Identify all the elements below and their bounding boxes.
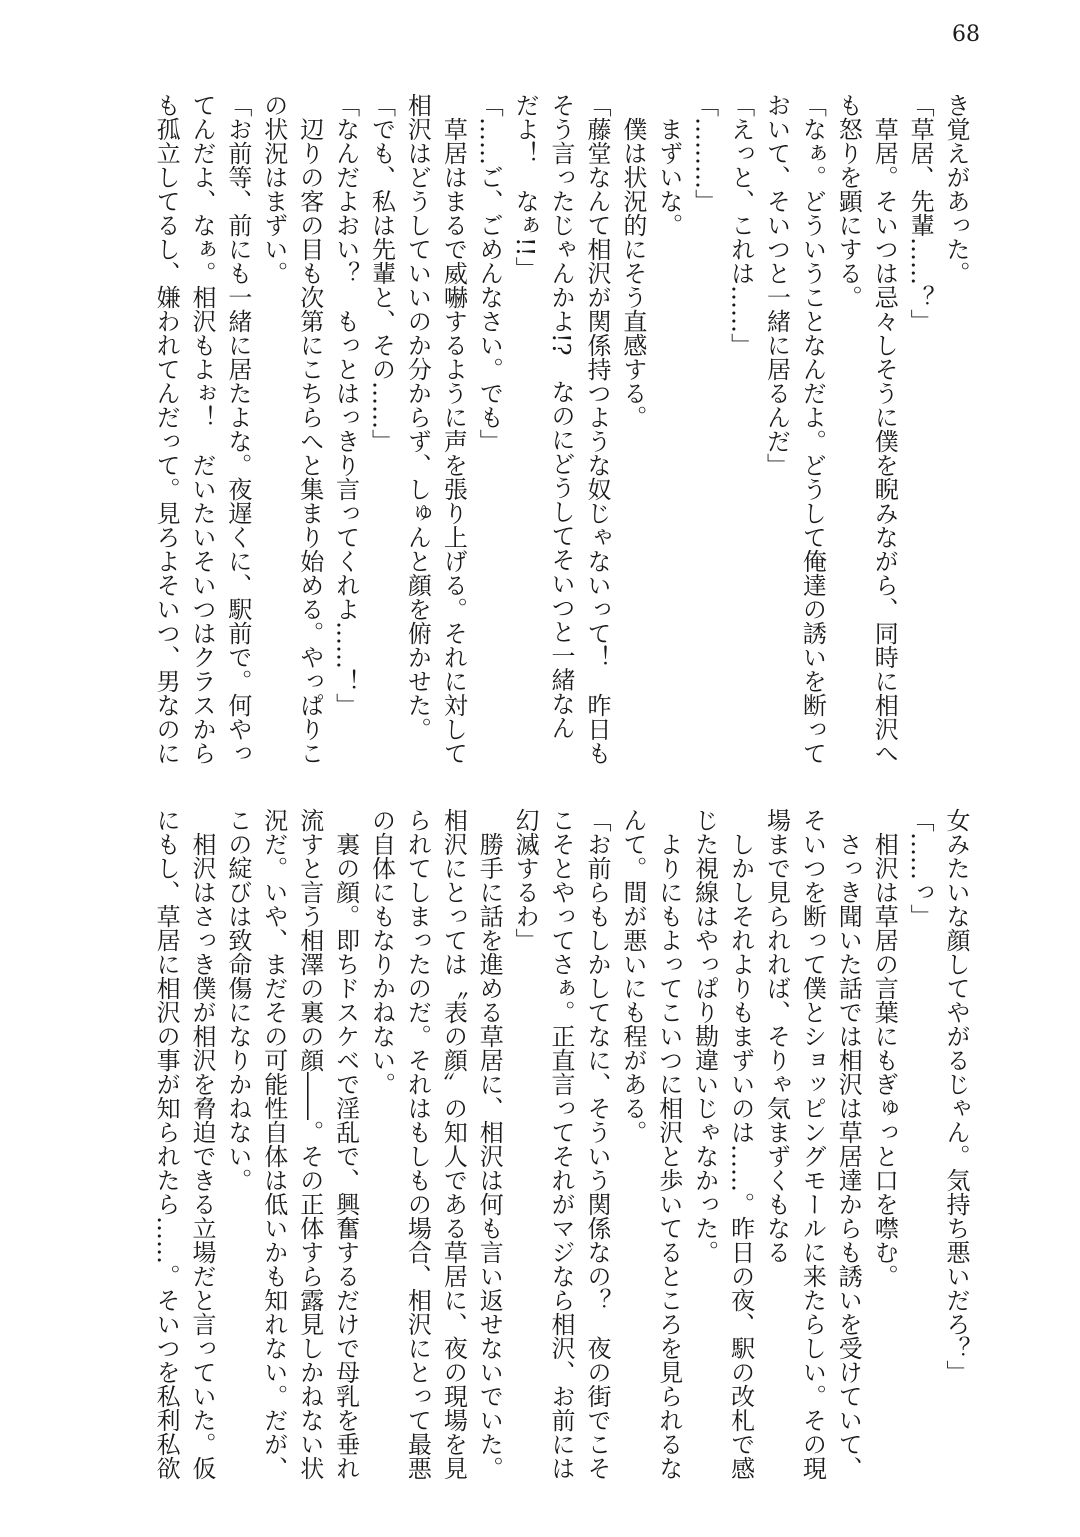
- text-line: そいつを断って僕とショッピングモールに来たらしい。その現: [798, 808, 827, 1480]
- text-line: さっき聞いた話では相沢は草居達からも誘いを受けていて、: [834, 808, 863, 1480]
- page-number: 68: [952, 22, 980, 47]
- text-line: 草居はまるで威嚇するように声を張り上げる。それに対して: [439, 93, 468, 765]
- text-line: 女みたいな顔してやがるじゃん。気持ち悪いだろ？」: [942, 808, 970, 1384]
- text-line: き覚えがあった。: [942, 93, 970, 285]
- text-line: 「……っ」: [906, 808, 935, 928]
- text-line: 草居。そいつは忌々しそうに僕を睨みながら、同時に相沢へ: [870, 93, 899, 765]
- text-line: 「藤堂なんて相沢が関係持つような奴じゃないって！ 昨日も: [582, 93, 611, 765]
- text-line: 「……ご、ごめんなさい。でも」: [475, 93, 504, 453]
- text-line: 辺りの客の目も次第にこちらへと集まり始める。やっぱりこ: [295, 93, 324, 765]
- text-line: 流すと言う相澤の裏の顔――。その正体すら露見しかねない状: [295, 808, 324, 1480]
- text-line: そう言ったじゃんかよ!? なのにどうしてそいつと一緒なん: [547, 93, 576, 740]
- text-line: てんだよ、なぁ。相沢もよぉ！ だいたいそいつはクラスから: [187, 93, 216, 765]
- text-line: まずいな。: [654, 93, 683, 237]
- text-line: 「なぁ。どういうことなんだよ。どうして俺達の誘いを断って: [798, 93, 827, 765]
- text-line: こそとやってさぁ。正直言ってそれがマジなら相沢、お前には: [547, 808, 576, 1480]
- text-line: 「お前等、前にも一緒に居たよな。夜遅くに、駅前で。何やっ: [223, 93, 252, 765]
- text-line: 「でも、私は先輩と、その……」: [367, 93, 396, 453]
- text-line: にもし、草居に相沢の事が知られたら……。そいつを私利私欲: [152, 808, 181, 1480]
- text-line: られてしまったのだ。それはもしもの場合、相沢にとって最悪: [403, 808, 432, 1480]
- text-line: 「えっと、これは……」: [726, 93, 755, 357]
- text-line: 況だ。いや、まだその可能性自体は低いかも知れない。だが、: [259, 808, 288, 1480]
- text-line: 「なんだよおい？ もっとはっきり言ってくれよ……！」: [331, 93, 360, 717]
- text-line: 裏の顔。即ちドスケベで淫乱で、興奮するだけで母乳を垂れ: [331, 808, 360, 1480]
- text-line: の自体にもなりかねない。: [367, 808, 396, 1096]
- text-line: 相沢にとっては〝表の顔〟の知人である草居に、夜の現場を見: [439, 808, 468, 1480]
- text-line: 相沢はどうしていいのか分からず、しゅんと顔を俯かせた。: [403, 93, 432, 741]
- text-block-lower: [147, 808, 973, 1498]
- text-block-upper: [147, 93, 973, 783]
- text-line: よりにもよってこいつに相沢と歩いてるところを見られるな: [654, 808, 683, 1480]
- text-line: んて。間が悪いにも程がある。: [618, 808, 647, 1144]
- text-line: 相沢はさっき僕が相沢を脅迫できる立場だと言っていた。仮: [187, 808, 216, 1480]
- text-line: 「草居、先輩……？」: [906, 93, 935, 333]
- text-line: 「………」: [690, 93, 719, 213]
- text-line: おいて、そいつと一緒に居るんだ」: [762, 93, 791, 477]
- text-line: 勝手に話を進める草居に、相沢は何も言い返せないでいた。: [475, 808, 504, 1480]
- text-line: この綻びは致命傷になりかねない。: [223, 808, 252, 1192]
- text-line: の状況はまずい。: [259, 93, 288, 285]
- text-line: だよ！ なぁ!!」: [511, 93, 540, 281]
- text-line: も孤立してるし、嫌われてんだって。見ろよそいつ、男なのに: [152, 93, 181, 765]
- text-line: も怒りを顕にする。: [834, 93, 863, 309]
- text-line: 場まで見られれば、そりゃ気まずくもなる: [762, 808, 791, 1264]
- text-line: しかしそれよりもまずいのは……。昨日の夜、駅の改札で感: [726, 808, 755, 1480]
- text-line: じた視線はやっぱり勘違いじゃなかった。: [690, 808, 719, 1264]
- text-line: 僕は状況的にそう直感する。: [618, 93, 647, 429]
- text-line: 相沢は草居の言葉にもぎゅっと口を噤む。: [870, 808, 899, 1288]
- text-line: 「お前らもしかしてなに、そういう関係なの？ 夜の街でこそ: [582, 808, 611, 1480]
- text-line: 幻滅するわ」: [511, 808, 540, 952]
